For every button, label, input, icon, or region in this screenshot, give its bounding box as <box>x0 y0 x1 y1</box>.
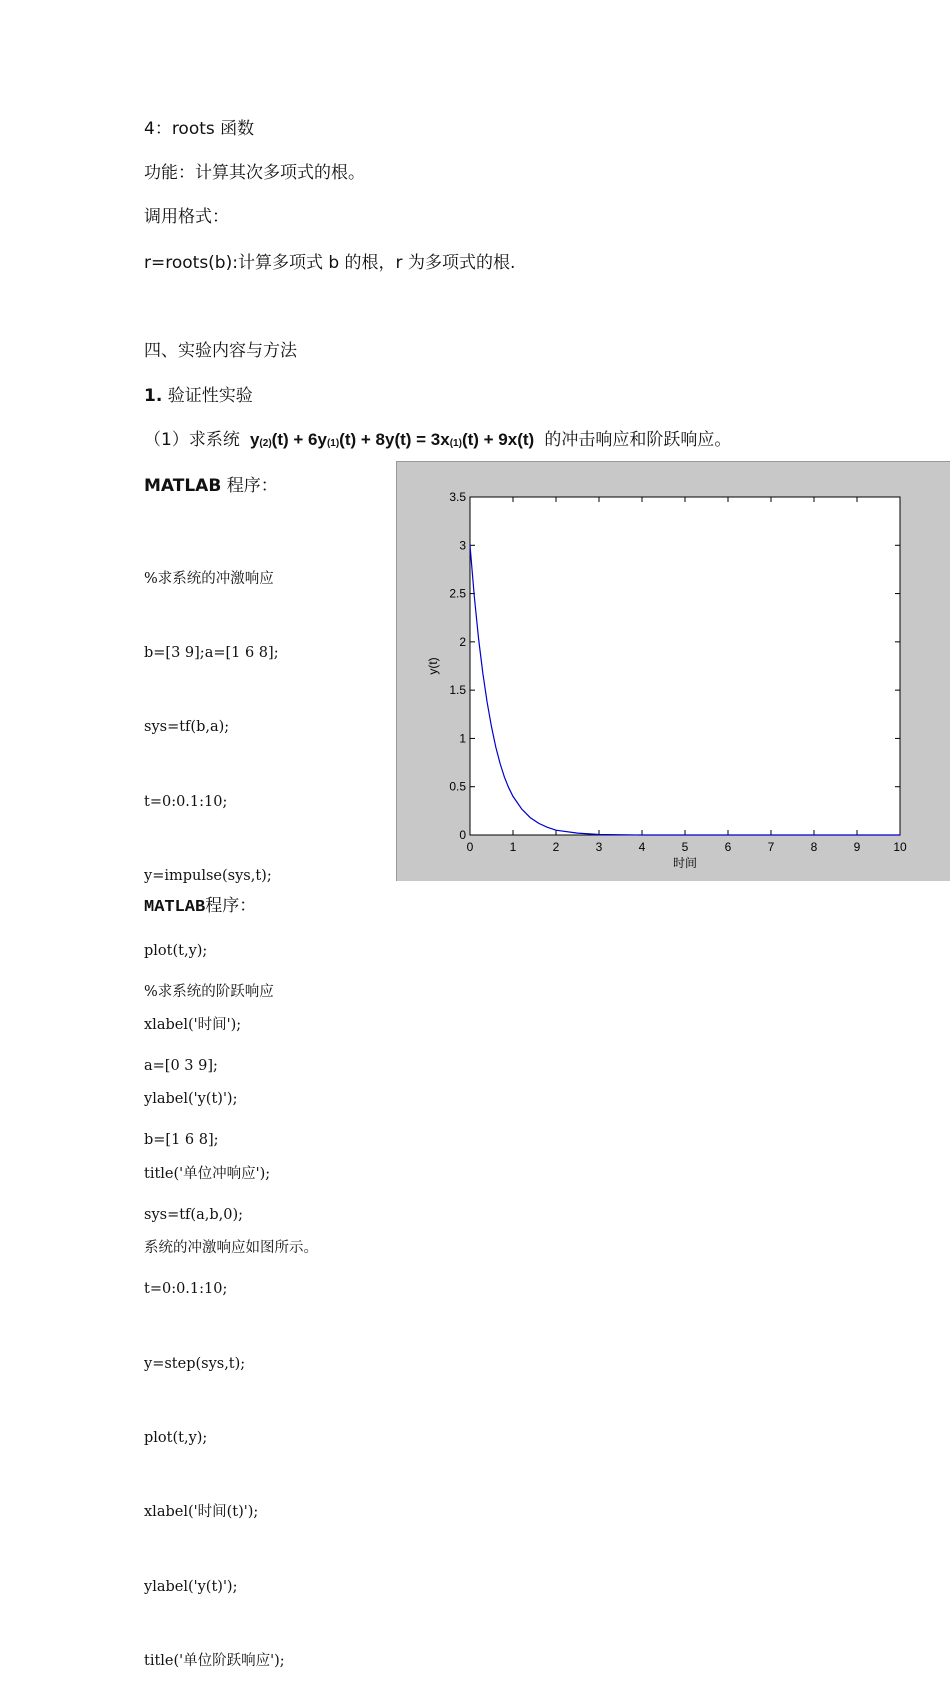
y-axis-label: y(t) <box>426 657 440 675</box>
code-line: title('单位冲响应'); <box>144 1165 271 1182</box>
y-tick-label: 3.5 <box>449 490 466 504</box>
code-line: y=step(sys,t); <box>144 1355 246 1372</box>
code-line: %求系统的阶跃响应 <box>144 983 274 1000</box>
function-description: 功能：计算其次多项式的根。 <box>144 163 365 183</box>
call-format-label: 调用格式： <box>144 207 229 227</box>
code-line: t=0:0.1:10; <box>144 793 228 810</box>
x-tick-label: 8 <box>810 840 818 854</box>
code-line: %求系统的冲激响应 <box>144 570 274 587</box>
code-line: t=0:0.1:10; <box>144 1281 228 1298</box>
y-tick-label: 2 <box>459 634 466 649</box>
program1-label <box>144 475 278 497</box>
x-tick-label: 9 <box>853 840 861 854</box>
item-suffix: 的冲击响应和阶跃响应。 <box>544 430 732 450</box>
y-tick-label: 2.5 <box>449 586 466 601</box>
y-tick-label: 0 <box>459 828 466 842</box>
code-line: b=[3 9];a=[1 6 8]; <box>144 644 279 661</box>
x-tick-label: 4 <box>638 840 646 854</box>
code-line: title('单位阶跃响应'); <box>144 1653 285 1670</box>
section-title: 4：roots 函数 <box>144 119 255 139</box>
code-line: 系统的冲激响应如图所示。 <box>144 1240 318 1257</box>
program2-code <box>144 930 285 1699</box>
code-line: sys=tf(a,b,0); <box>144 1206 243 1223</box>
subheading-text: 验证性实验 <box>167 386 253 406</box>
program2-label-rest: 程序： <box>205 896 257 916</box>
x-tick-label: 0 <box>466 840 474 854</box>
section-heading: 四、实验内容与方法 <box>144 341 297 361</box>
impulse-response-figure <box>396 461 950 881</box>
y-tick-label: 3 <box>459 538 466 553</box>
program1-label-rest: 程序： <box>226 476 278 496</box>
y-tick-label: 1 <box>459 731 466 746</box>
x-tick-label: 3 <box>595 840 603 854</box>
x-tick-label: 10 <box>893 840 907 854</box>
x-tick-label: 6 <box>724 840 732 854</box>
code-line: xlabel('时间'); <box>144 1016 242 1033</box>
y-tick-label: 1.5 <box>449 683 466 698</box>
code-line: ylabel('y(t)'); <box>144 1578 238 1595</box>
y-tick-label: 0.5 <box>449 779 466 794</box>
roots-usage: r=roots(b):计算多项式 b 的根，r 为多项式的根. <box>144 253 516 273</box>
x-axis-label: 时间 <box>672 856 698 870</box>
program1-label-bold: MATLAB <box>144 476 222 496</box>
code-line: sys=tf(b,a); <box>144 719 230 736</box>
x-tick-label: 5 <box>681 840 689 854</box>
subheading <box>144 385 253 407</box>
subheading-number: 1. <box>144 386 163 406</box>
code-line: a=[0 3 9]; <box>144 1057 218 1074</box>
item-prefix: （1）求系统 <box>144 430 240 450</box>
code-line: y=impulse(sys,t); <box>144 868 272 885</box>
item-statement <box>144 429 731 455</box>
code-line: xlabel('时间(t)'); <box>144 1504 259 1521</box>
plot-area <box>470 497 900 835</box>
code-line: ylabel('y(t)'); <box>144 1091 238 1108</box>
x-tick-label: 7 <box>767 840 775 854</box>
program2-label <box>144 895 256 919</box>
code-line: b=[1 6 8]; <box>144 1132 219 1149</box>
program2-label-bold: MATLAB <box>144 898 206 917</box>
impulse-response-chart <box>397 462 950 881</box>
x-tick-label: 2 <box>552 840 560 854</box>
code-line: plot(t,y); <box>144 942 208 959</box>
code-line: plot(t,y); <box>144 1429 208 1446</box>
x-tick-label: 1 <box>509 840 517 854</box>
system-equation: $y_{(2)}(t) + 6y_{(1)}(t) + 8y(t) = 3x_{(1)}(t) + 9x(t)$ <box>245 430 539 449</box>
